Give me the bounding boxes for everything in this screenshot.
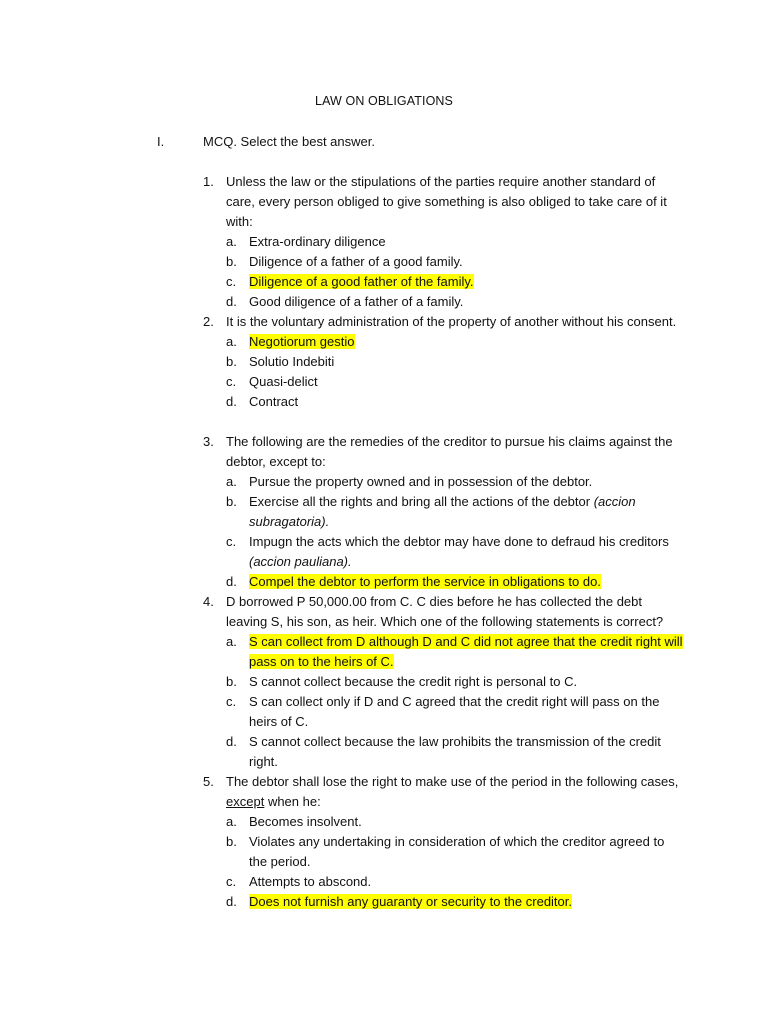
choice-letter: c.: [226, 274, 237, 289]
choice-letter: d.: [226, 894, 237, 909]
choice-item-answer: [226, 632, 683, 672]
question-number: 4.: [203, 594, 214, 609]
highlighted-answer: Diligence of a good father of the family.: [249, 274, 474, 289]
question-5: [203, 772, 683, 912]
question-text-part: The debtor shall lose the right to make use of the period in the following cases,: [226, 774, 679, 789]
choice-letter: d.: [226, 394, 237, 409]
choice-text: Extra-ordinary diligence: [249, 234, 386, 249]
choice-text: Contract: [249, 394, 299, 409]
choice-letter: c.: [226, 694, 237, 709]
question-3: [203, 432, 683, 592]
choice-letter: d.: [226, 294, 237, 309]
choice-letter: a.: [226, 634, 237, 649]
choice-text: Good diligence of a father of a family.: [249, 294, 464, 309]
choice-item: [226, 472, 683, 492]
choice-letter: b.: [226, 494, 237, 509]
question-number: 1.: [203, 174, 214, 189]
choice-item: [226, 252, 683, 272]
choice-item: [226, 392, 683, 412]
question-text: D borrowed P 50,000.00 from C. C dies before he has collected the debt leaving S, his son, as heir. Which one of the following statements is correct?: [226, 594, 664, 629]
choice-text: S can collect only if D and C agreed that the credit right will pass on the heirs of C.: [249, 694, 660, 729]
question-text-part: when he:: [267, 794, 321, 809]
highlighted-answer: Negotiorum gestio: [249, 334, 355, 349]
choice-item: [226, 732, 683, 772]
question-text: [226, 772, 683, 812]
choice-text: S cannot collect because the credit right is personal to C.: [249, 674, 578, 689]
choice-list: [226, 632, 683, 772]
choice-text: Attempts to abscond.: [249, 874, 372, 889]
choice-letter: b.: [226, 254, 237, 269]
underlined-word: except: [226, 794, 265, 809]
latin-term: (accion pauliana).: [249, 554, 352, 569]
choice-text: Pursue the property owned and in possession of the debtor.: [249, 474, 593, 489]
question-text: The following are the remedies of the creditor to pursue his claims against the debtor, except to:: [226, 434, 673, 469]
choice-text: Solutio Indebiti: [249, 354, 335, 369]
highlighted-answer: Compel the debtor to perform the service in obligations to do.: [249, 574, 601, 589]
choice-item-answer: [226, 572, 683, 592]
question-4: [203, 592, 683, 772]
latin-term: (accion subragatoria).: [249, 494, 636, 529]
section-instruction: MCQ. Select the best answer.: [203, 134, 375, 149]
choice-item-answer: [226, 272, 683, 292]
question-text: It is the voluntary administration of the property of another without his consent.: [226, 314, 677, 329]
choice-text: Quasi-delict: [249, 374, 318, 389]
highlighted-answer: Does not furnish any guaranty or security to the creditor.: [249, 894, 573, 909]
choice-item: [226, 292, 683, 312]
choice-item: [226, 832, 683, 872]
question-number: 3.: [203, 434, 214, 449]
choice-letter: b.: [226, 674, 237, 689]
choice-letter: b.: [226, 354, 237, 369]
choice-item: [226, 532, 683, 572]
choice-letter: a.: [226, 814, 237, 829]
highlighted-answer: S can collect from D although D and C did not agree that the credit right will pass on to the heirs of C.: [249, 634, 683, 669]
choice-letter: b.: [226, 834, 237, 849]
choice-item: [226, 232, 683, 252]
question-2: [203, 312, 683, 412]
choice-item: [226, 692, 683, 732]
choice-letter: a.: [226, 334, 237, 349]
choice-letter: a.: [226, 474, 237, 489]
choice-text: Becomes insolvent.: [249, 814, 362, 829]
choice-list: [226, 812, 683, 912]
question-1: [203, 172, 683, 312]
choice-item-answer: [226, 892, 683, 912]
choice-letter: a.: [226, 234, 237, 249]
choice-text: Violates any undertaking in consideration of which the creditor agreed to the period.: [249, 834, 665, 869]
choice-item: [226, 812, 683, 832]
choice-item: [226, 372, 683, 392]
choice-letter: d.: [226, 734, 237, 749]
choice-text: Impugn the acts which the debtor may have done to defraud his creditors: [249, 534, 669, 549]
choice-item: [226, 672, 683, 692]
choice-letter: c.: [226, 374, 237, 389]
choice-text: Diligence of a father of a good family.: [249, 254, 463, 269]
choice-list: [226, 332, 683, 412]
choice-letter: c.: [226, 534, 237, 549]
question-text: Unless the law or the stipulations of the parties require another standard of care, every person obliged to give something is also obliged to take care of it with:: [226, 174, 667, 229]
choice-item: [226, 492, 683, 532]
choice-item: [226, 352, 683, 372]
document-title: LAW ON OBLIGATIONS: [315, 94, 453, 108]
question-number: 2.: [203, 314, 214, 329]
choice-item-answer: [226, 332, 683, 352]
choice-text: Exercise all the rights and bring all the actions of the debtor: [249, 494, 591, 509]
question-number: 5.: [203, 774, 214, 789]
choice-letter: c.: [226, 874, 237, 889]
choice-text: S cannot collect because the law prohibits the transmission of the credit right.: [249, 734, 661, 769]
choice-list: [226, 472, 683, 592]
choice-letter: d.: [226, 574, 237, 589]
choice-list: [226, 232, 683, 312]
choice-item: [226, 872, 683, 892]
section-number: I.: [157, 134, 165, 149]
